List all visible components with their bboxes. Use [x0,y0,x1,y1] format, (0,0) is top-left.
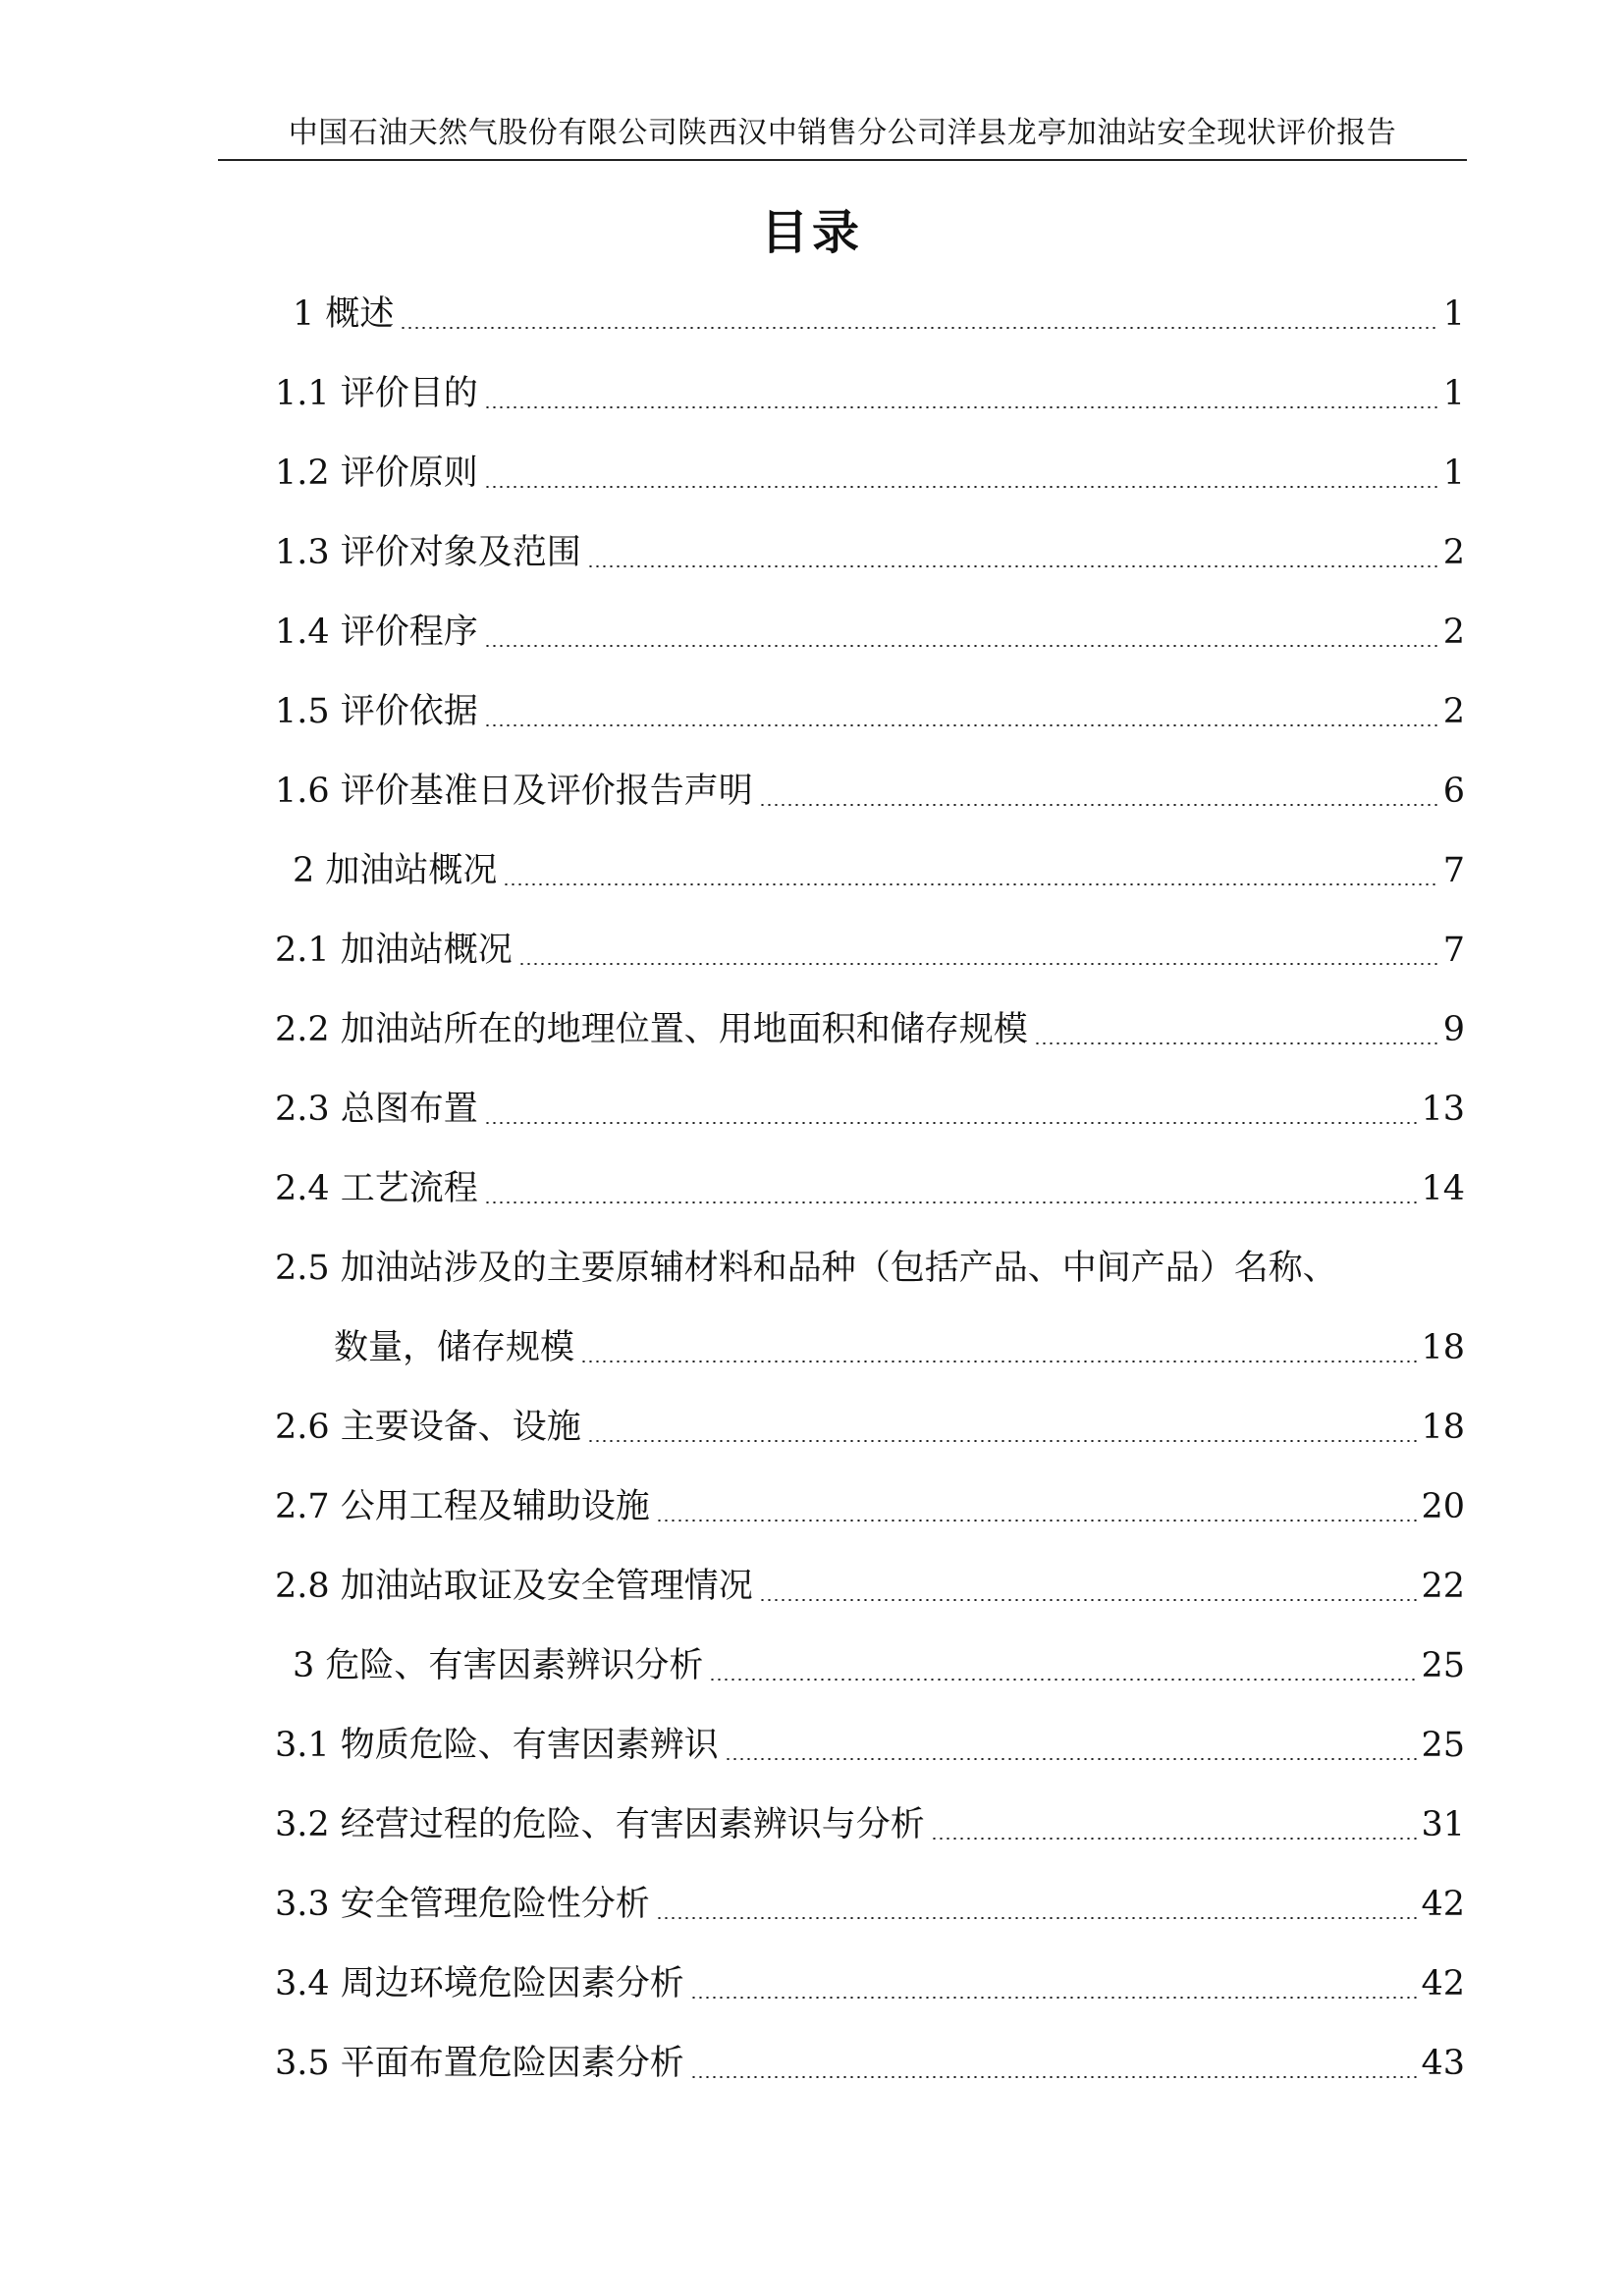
toc-entry-page: 42 [1421,1885,1465,1924]
toc-entry-label: 2.8 加油站取证及安全管理情况 [275,1567,753,1606]
toc-entry-label: 3 危险、有害因素辨识分析 [293,1646,704,1685]
toc-entry-label: 3.2 经营过程的危险、有害因素辨识与分析 [275,1805,925,1844]
toc-dot-leader [484,1201,1418,1203]
toc-dot-leader [580,1361,1417,1362]
toc-dot-leader [503,883,1438,885]
toc-entry[interactable] [293,841,1465,900]
toc-entry-page: 1 [1442,374,1465,413]
toc-entry-label: 1.1 评价目的 [275,374,478,413]
toc-entry[interactable] [275,1795,1465,1854]
toc-entry[interactable] [275,1080,1465,1139]
toc-entry[interactable] [275,364,1465,423]
toc-entry[interactable] [275,762,1465,821]
toc-entry[interactable] [275,682,1465,741]
toc-entry-label: 2.1 加油站概况 [275,931,513,970]
toc-dot-leader [759,804,1439,806]
toc-entry-page: 20 [1421,1487,1465,1526]
toc-dot-leader [656,1520,1418,1522]
toc-entry[interactable] [275,1477,1465,1536]
toc-entry[interactable] [275,2034,1465,2093]
toc-entry-page: 2 [1442,533,1465,572]
page-header [218,114,1467,161]
toc-entry-page: 2 [1442,613,1465,652]
toc-entry-page: 18 [1421,1328,1465,1367]
toc-entry-page: 13 [1421,1090,1465,1129]
toc-dot-leader [484,724,1439,726]
toc-entry-label: 2.3 总图布置 [275,1090,478,1129]
toc-dot-leader [484,406,1439,408]
toc-entry[interactable] [275,523,1465,582]
toc-entry-page: 22 [1421,1567,1465,1606]
toc-entry-label: 2 加油站概况 [293,851,498,890]
toc-entry[interactable] [334,1318,1465,1377]
toc-dot-leader [759,1599,1418,1601]
toc-dot-leader [690,1997,1418,1999]
toc-entry-page: 18 [1421,1408,1465,1447]
toc-entry-label: 3.3 安全管理危险性分析 [275,1885,650,1924]
toc-title: 目录 [760,205,863,260]
toc-entry-page: 42 [1421,1964,1465,2003]
toc-entry-page: 43 [1421,2044,1465,2083]
toc-dot-leader [484,486,1439,488]
toc-entry-page: 1 [1442,454,1465,493]
toc-dot-leader [709,1679,1417,1681]
toc-entry-label: 2.6 主要设备、设施 [275,1408,581,1447]
toc-entry-label: 1.5 评价依据 [275,692,478,731]
toc-entry-page: 2 [1442,692,1465,731]
toc-entry-label: 2.2 加油站所在的地理位置、用地面积和储存规模 [275,1010,1028,1049]
toc-entry-label: 3.1 物质危险、有害因素辨识 [275,1726,719,1765]
toc-entry[interactable] [293,285,1465,344]
header-text: 中国石油天然气股份有限公司陕西汉中销售分公司洋县龙亭加油站安全现状评价报告 [288,116,1397,150]
toc-entry-label: 1.3 评价对象及范围 [275,533,581,572]
toc-entry-page: 1 [1442,294,1465,334]
toc-dot-leader [725,1758,1418,1760]
toc-entry[interactable] [275,1398,1465,1457]
toc-entry-page: 7 [1442,931,1465,970]
toc-entry-page: 25 [1421,1646,1465,1685]
toc-dot-leader [1034,1042,1439,1044]
toc-dot-leader [400,327,1438,329]
toc-entry[interactable] [275,1954,1465,2013]
toc-dot-leader [931,1838,1418,1840]
toc-entry-page: 25 [1421,1726,1465,1765]
toc-entry[interactable] [275,1159,1465,1218]
toc-entry[interactable] [275,444,1465,503]
toc-entry-page: 9 [1442,1010,1465,1049]
toc-entry-label: 1 概述 [293,294,395,334]
toc-entry-label: 2.7 公用工程及辅助设施 [275,1487,650,1526]
toc-dot-leader [690,2076,1418,2078]
toc-entry-page: 7 [1442,851,1465,890]
toc-entry-label: 1.2 评价原则 [275,454,478,493]
toc-dot-leader [484,1122,1418,1124]
toc-entry-label: 3.4 周边环境危险因素分析 [275,1964,684,2003]
toc-entry[interactable] [275,1875,1465,1934]
toc-dot-leader [518,963,1439,965]
toc-entry-label: 1.4 评价程序 [275,613,478,652]
toc-entry-label: 3.5 平面布置危险因素分析 [275,2044,684,2083]
toc-entry[interactable] [293,1636,1465,1695]
toc-dot-leader [587,565,1439,567]
toc-entry-label-line1: 2.5 加油站涉及的主要原辅材料和品种（包括产品、中间产品）名称、 [275,1249,1337,1288]
toc-entry[interactable] [275,921,1465,980]
toc-entry-label: 1.6 评价基准日及评价报告声明 [275,772,753,811]
toc-entry-label: 数量，储存规模 [334,1328,575,1367]
toc-dot-leader [656,1917,1418,1919]
toc-entry-page: 31 [1421,1805,1465,1844]
toc-entry[interactable] [275,1000,1465,1059]
toc-entry[interactable] [275,1557,1465,1616]
toc-dot-leader [587,1440,1418,1442]
toc-dot-leader [484,645,1439,647]
toc-entry-page: 14 [1421,1169,1465,1208]
toc-entry[interactable] [275,603,1465,662]
toc-entry-first-line[interactable] [275,1239,1465,1298]
toc-entry-label: 2.4 工艺流程 [275,1169,478,1208]
toc-entry[interactable] [275,1716,1465,1775]
toc-entry-page: 6 [1442,772,1465,811]
